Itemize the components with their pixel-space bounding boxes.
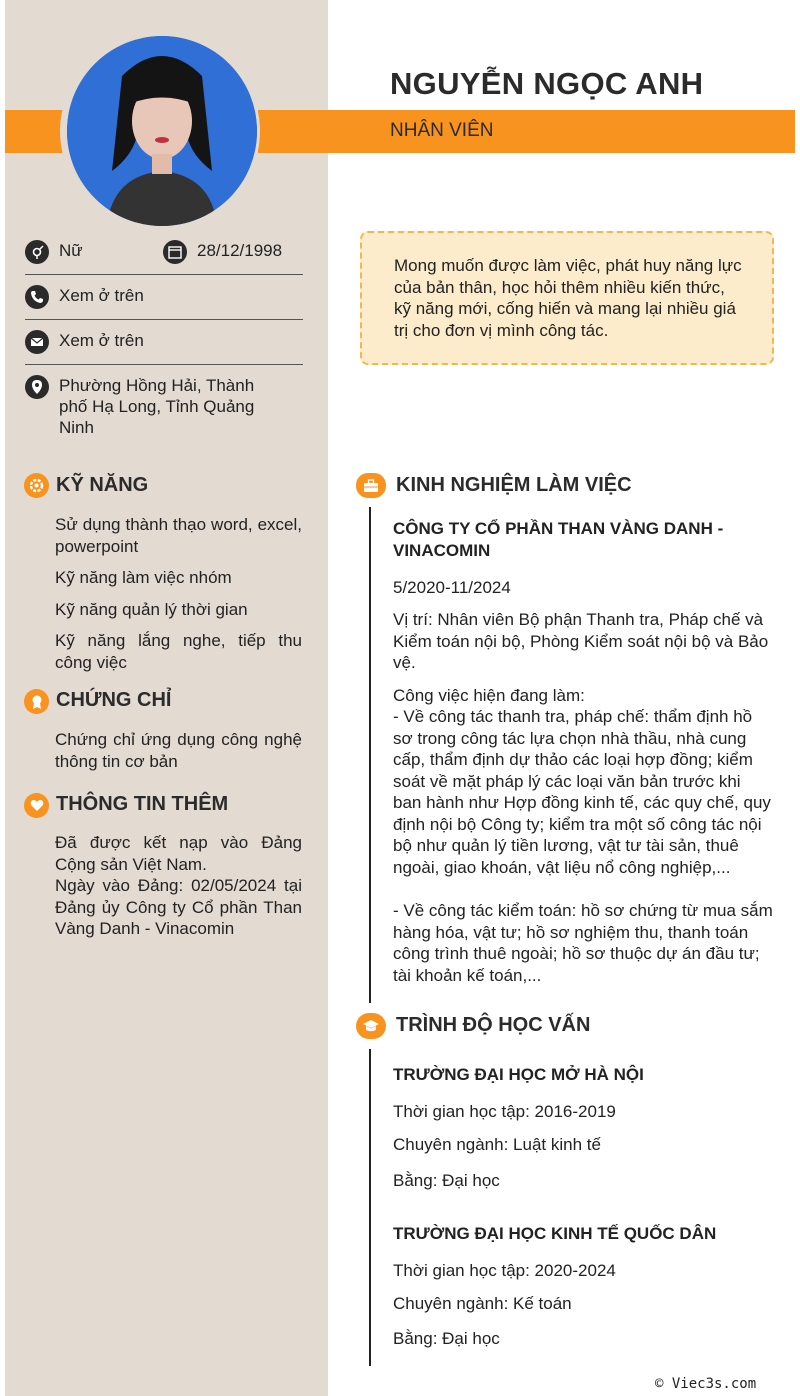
gender-row	[25, 240, 83, 264]
duties-heading: Công việc hiện đang làm:	[393, 686, 585, 705]
study-major: Chuyên ngành: Luật kinh tế	[393, 1135, 601, 1154]
job-position: Vị trí: Nhân viên Bộ phận Thanh tra, Pháp chế và Kiểm toán nội bộ, Phòng Kiểm soát nội bộ và Bảo vệ.	[393, 610, 769, 672]
experience-title: KINH NGHIỆM LÀM VIỆC	[396, 474, 632, 496]
birthday-value: 28/12/1998	[197, 241, 283, 260]
candidate-name: NGUYỄN NGỌC ANH	[390, 66, 704, 101]
skills-title: KỸ NĂNG	[56, 474, 149, 496]
school-name: TRƯỜNG ĐẠI HỌC MỞ HÀ NỘI	[393, 1065, 644, 1084]
certificates-title: CHỨNG CHỈ	[56, 689, 172, 711]
heart-icon	[24, 793, 49, 818]
duty-item: - Về công tác kiểm toán: hồ sơ chứng từ mua sắm hàng hóa, vật tư; hồ sơ nghiệm thu, thanh toán công trình thuê ngoài; hồ sơ thuộc dự án đầu tư; tài khoản kế toán,...	[393, 901, 773, 985]
avatar	[67, 36, 257, 226]
additional-info-title: THÔNG TIN THÊM	[56, 793, 229, 815]
briefcase-icon	[356, 473, 386, 498]
education-title: TRÌNH ĐỘ HỌC VẤN	[396, 1014, 591, 1036]
email-row	[25, 330, 144, 354]
address-row	[25, 375, 285, 438]
career-objective: Mong muốn được làm việc, phát huy năng lực của bản thân, học hỏi thêm nhiều kiến thức, kỹ năng mới, cống hiến và mang lại nhiều giá trị cho đơn vị mình công tác.	[360, 231, 774, 365]
phone-value: Xem ở trên	[59, 286, 144, 305]
study-period: Thời gian học tập: 2016-2019	[393, 1102, 616, 1121]
footer-watermark: © Viec3s.com	[655, 1376, 757, 1392]
skill-item: Kỹ năng quản lý thời gian	[55, 600, 248, 619]
study-degree: Bằng: Đại học	[393, 1329, 500, 1348]
job-period: 5/2020-11/2024	[393, 578, 511, 597]
location-pin-icon	[25, 375, 49, 399]
certificate-item: Chứng chỉ ứng dụng công nghệ thông tin cơ bản	[55, 730, 302, 771]
study-degree: Bằng: Đại học	[393, 1171, 500, 1190]
phone-icon	[25, 285, 49, 309]
mail-icon	[25, 330, 49, 354]
gender-value: Nữ	[59, 241, 83, 260]
skill-item: Kỹ năng làm việc nhóm	[55, 568, 232, 587]
certificate-icon	[24, 689, 49, 714]
header-banner	[258, 110, 795, 153]
education-timeline	[369, 1049, 371, 1366]
header-banner-left	[5, 110, 65, 153]
study-major: Chuyên ngành: Kế toán	[393, 1294, 572, 1313]
study-period: Thời gian học tập: 2020-2024	[393, 1261, 616, 1280]
divider	[25, 319, 303, 320]
skill-item: Sử dụng thành thạo word, excel, powerpoint	[55, 515, 302, 556]
address-value: Phường Hồng Hải, Thành phố Hạ Long, Tỉnh Quảng Ninh	[59, 376, 255, 437]
skills-icon	[24, 473, 49, 498]
phone-row	[25, 285, 144, 309]
calendar-icon	[163, 240, 187, 264]
school-name: TRƯỜNG ĐẠI HỌC KINH TẾ QUỐC DÂN	[393, 1224, 717, 1243]
skill-item: Kỹ năng lắng nghe, tiếp thu công việc	[55, 631, 302, 672]
company-name: CÔNG TY CỔ PHẦN THAN VÀNG DANH - VINACOMIN	[393, 519, 724, 560]
duty-item: - Về công tác thanh tra, pháp chế: thẩm định hồ sơ trong công tác lựa chọn nhà thầu, nhà cung cấp, thẩm định dự thảo các loại hợp đồng; kiểm soát về mặt pháp lý các loại văn bản trước khi ban hành như Hợp đồng kinh tế, các quy chế, quy định nội bộ Công ty; kiểm tra một số công tác nội bộ như quản lý tiền lương, vật tư tài sản, thuê ngoài, giao khoán, vật liệu nổ công nghiệp,...	[393, 707, 771, 877]
candidate-role: NHÂN VIÊN	[390, 120, 494, 141]
additional-info-line: Đã được kết nạp vào Đảng Cộng sản Việt Nam.	[55, 833, 302, 874]
divider	[25, 274, 303, 275]
graduation-cap-icon	[356, 1013, 386, 1039]
experience-timeline	[369, 507, 371, 1003]
divider	[25, 364, 303, 365]
additional-info-line: Ngày vào Đảng: 02/05/2024 tại Đảng ủy Công ty Cổ phần Than Vàng Danh - Vinacomin	[55, 876, 302, 938]
gender-icon	[25, 240, 49, 264]
email-value: Xem ở trên	[59, 331, 144, 350]
birthday-row	[163, 240, 282, 264]
